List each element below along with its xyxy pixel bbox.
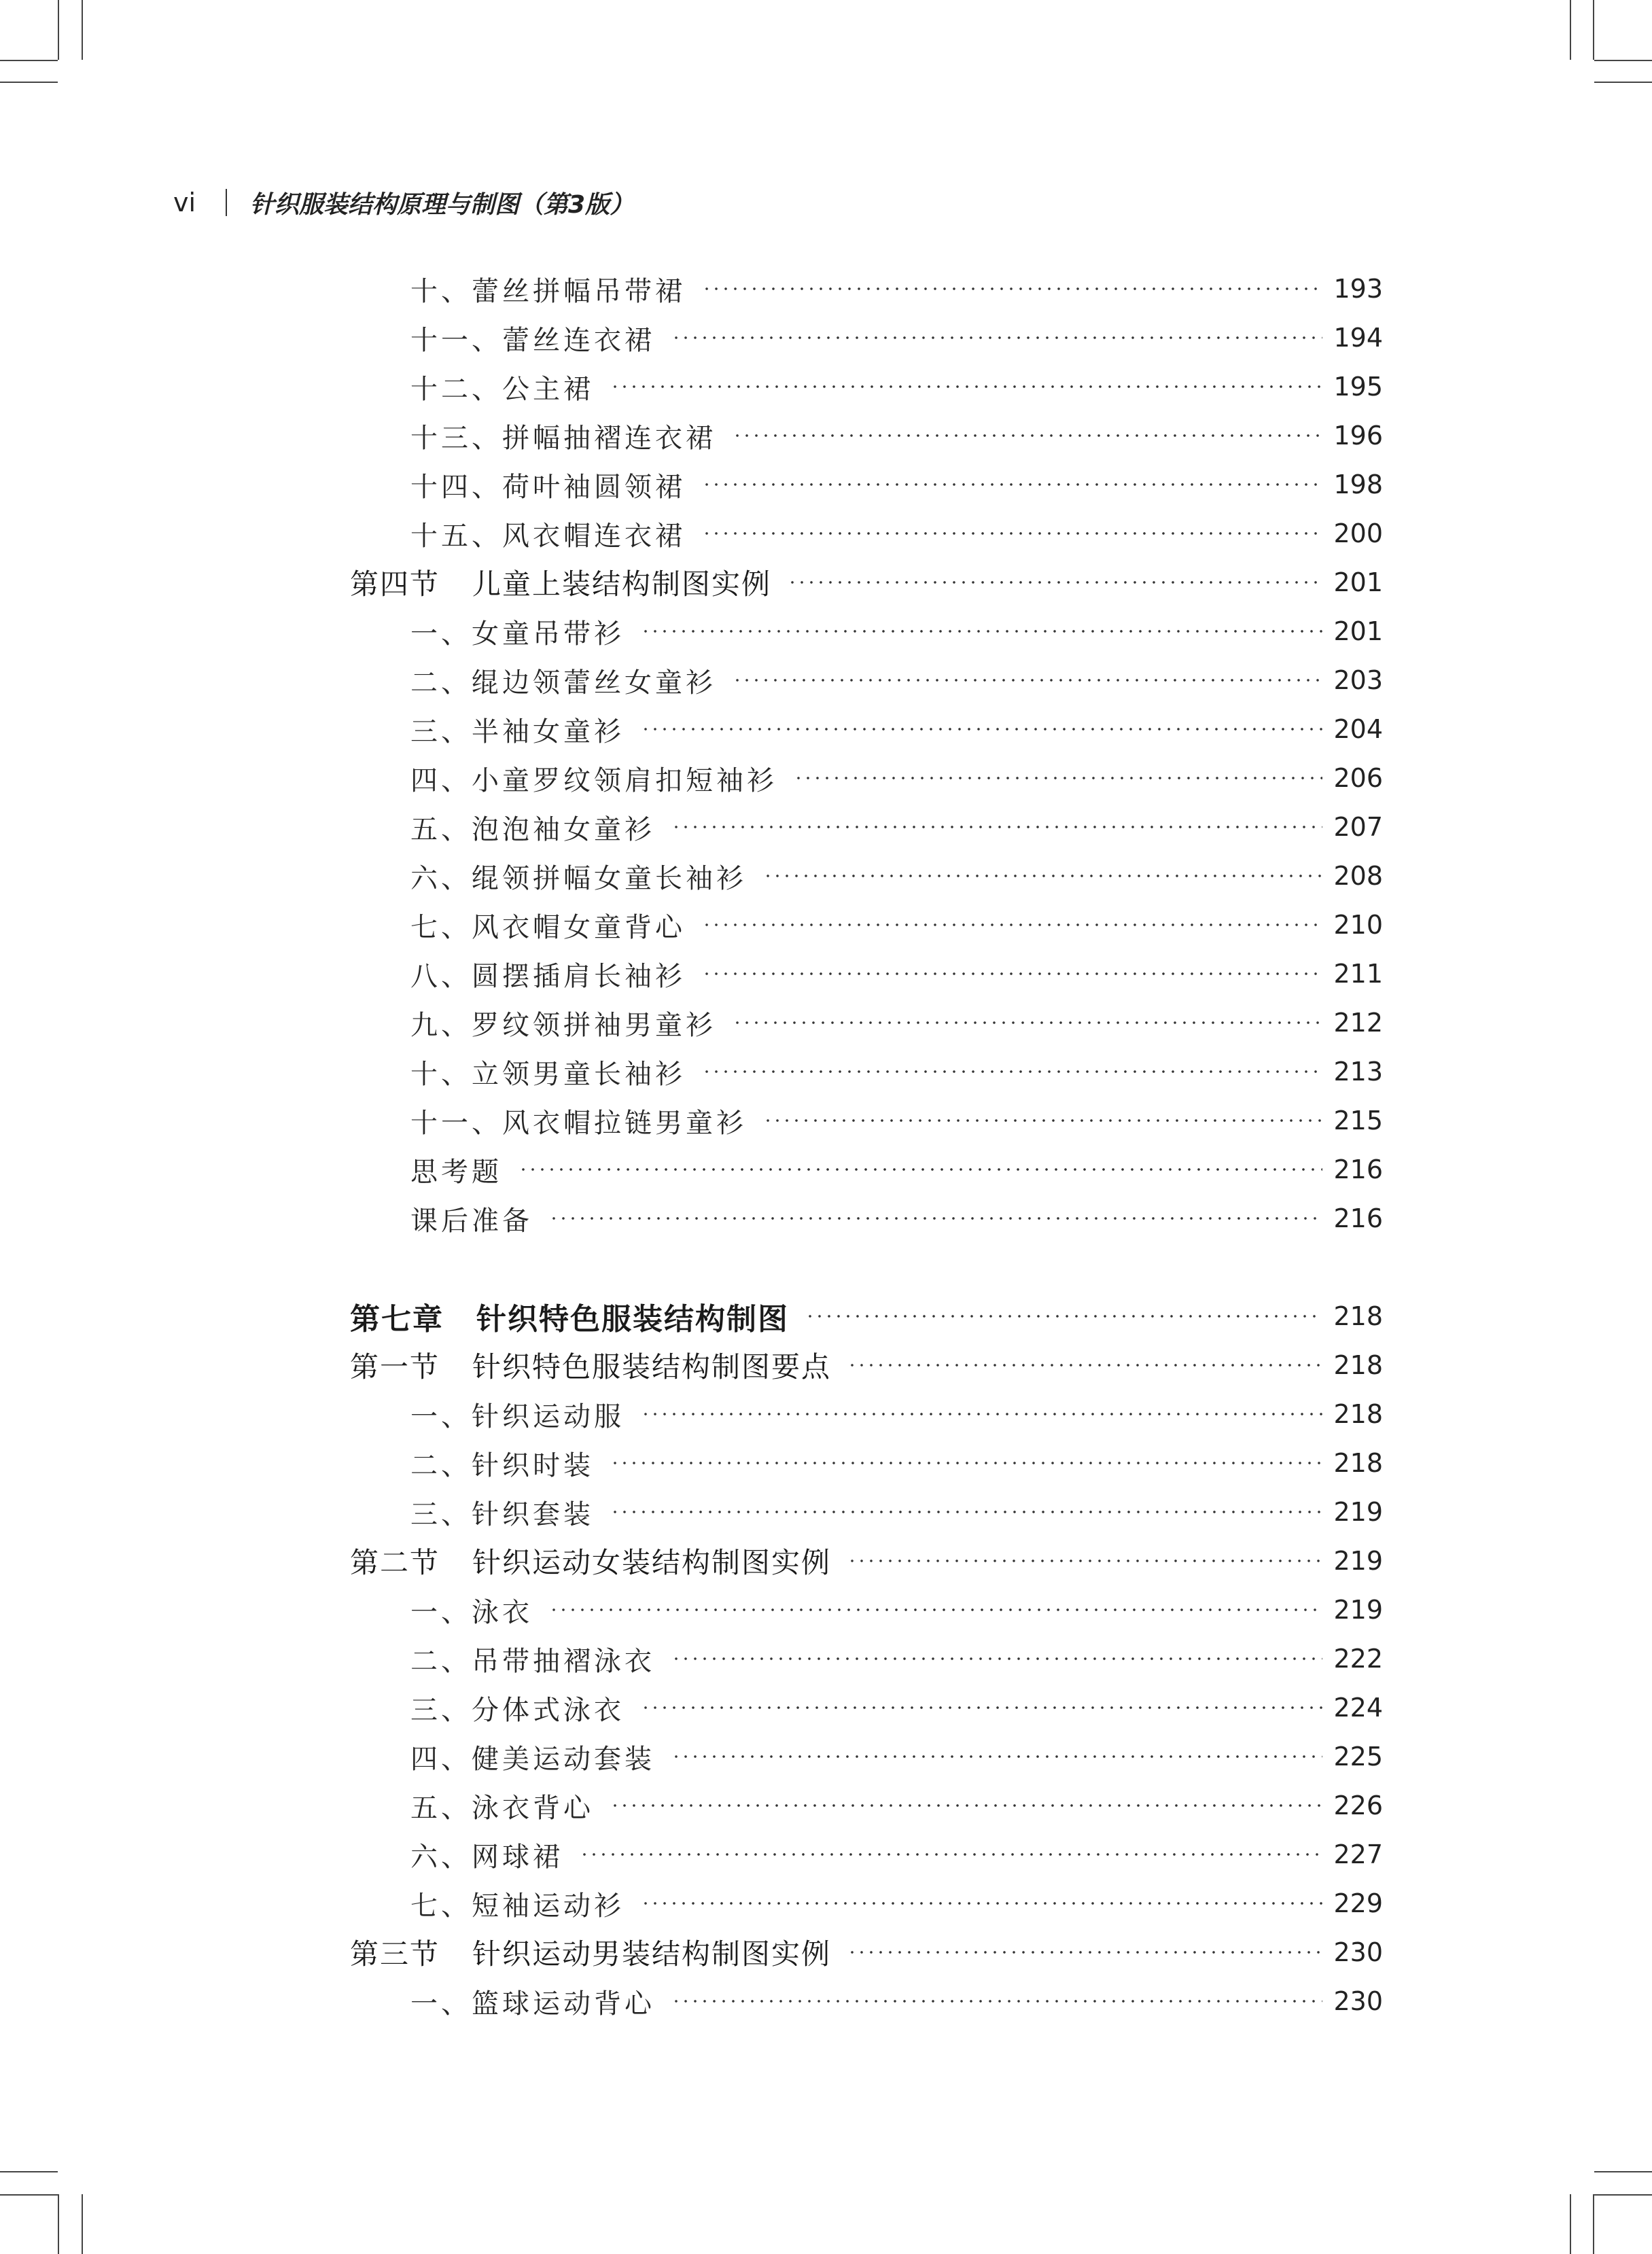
dot-leader	[733, 434, 1322, 437]
toc-entry-number: 十一、	[410, 324, 502, 356]
toc-entry-text: 针织特色服装结构制图要点	[472, 1350, 832, 1384]
toc-section[interactable]	[350, 1932, 1383, 1973]
toc-page-number: 196	[1333, 421, 1383, 451]
toc-entry-number: 十、	[410, 275, 472, 307]
toc-entry-text: 风衣帽连衣裙	[502, 520, 686, 552]
toc-entry-number: 三、	[410, 1498, 472, 1530]
toc-entry-text: 健美运动套装	[472, 1743, 655, 1775]
toc-page-number: 211	[1333, 959, 1383, 989]
dot-leader	[847, 1951, 1322, 1954]
dot-leader	[733, 1021, 1322, 1024]
toc-entry-text: 针织时装	[472, 1449, 594, 1481]
crop-mark	[1594, 60, 1652, 61]
toc-entry-text: 课后准备	[410, 1205, 533, 1237]
toc-page-number: 213	[1333, 1057, 1383, 1087]
dot-leader	[519, 1168, 1322, 1171]
crop-mark	[82, 2194, 83, 2254]
toc-item[interactable]	[410, 660, 1383, 701]
crop-mark	[0, 2171, 58, 2172]
dot-leader	[763, 875, 1322, 877]
toc-entry-number: 七、	[410, 1890, 472, 1922]
toc-entry-title	[410, 514, 686, 553]
toc-entry-text: 针织运动男装结构制图实例	[472, 1937, 832, 1971]
toc-item[interactable]	[410, 709, 1383, 750]
toc-entry-text: 分体式泳衣	[472, 1694, 625, 1726]
toc-entry-title	[410, 906, 686, 945]
toc-entry-text: 吊带抽褶泳衣	[472, 1645, 655, 1677]
toc-entry-text: 绲边领蕾丝女童衫	[472, 667, 716, 699]
toc-entry-title	[410, 465, 686, 504]
dot-leader	[641, 1902, 1322, 1905]
dot-leader	[847, 1560, 1322, 1562]
toc-item[interactable]	[410, 1492, 1383, 1532]
toc-entry-text: 泡泡袖女童衫	[472, 813, 655, 845]
toc-item[interactable]	[410, 317, 1383, 358]
toc-page-number: 206	[1333, 763, 1383, 793]
toc-entry-text: 公主裙	[502, 373, 594, 405]
toc-entry-text: 儿童上装结构制图实例	[472, 567, 772, 601]
toc-entry-text: 针织套装	[472, 1498, 594, 1530]
dot-leader	[702, 287, 1322, 290]
toc-entry-text: 女童吊带衫	[472, 618, 625, 650]
dot-leader	[580, 1853, 1322, 1856]
toc-page-number: 210	[1333, 910, 1383, 940]
dot-leader	[671, 2000, 1322, 2003]
toc-page-number: 225	[1333, 1742, 1383, 1772]
dot-leader	[702, 532, 1322, 535]
crop-mark	[0, 82, 58, 83]
toc-page-number: 201	[1333, 616, 1383, 646]
toc-entry-title	[410, 1199, 533, 1238]
crop-mark	[1594, 82, 1652, 83]
dot-leader	[763, 1119, 1322, 1122]
toc-entry-number: 四、	[410, 1743, 472, 1775]
toc-entry-title	[410, 1738, 655, 1776]
toc-page-number: 230	[1333, 1986, 1383, 2016]
toc-entry-title	[410, 1150, 502, 1189]
dot-leader	[671, 1755, 1322, 1758]
toc-entry-number: 二、	[410, 667, 472, 699]
toc-item[interactable]	[410, 758, 1383, 798]
toc-item[interactable]	[410, 513, 1383, 554]
dot-leader	[702, 1070, 1322, 1073]
toc-page-number: 218	[1333, 1350, 1383, 1380]
dot-leader	[549, 1217, 1322, 1220]
toc-page-number: 194	[1333, 323, 1383, 353]
toc-entry-number: 十二、	[410, 373, 502, 405]
toc-entry-number: 五、	[410, 1792, 472, 1824]
toc-item[interactable]	[410, 1589, 1383, 1630]
toc-page-number: 200	[1333, 518, 1383, 548]
toc-page-number: 193	[1333, 274, 1383, 304]
toc-entry-number: 十一、	[410, 1107, 502, 1139]
dot-leader	[549, 1608, 1322, 1611]
toc-page-number: 218	[1333, 1448, 1383, 1478]
toc-item[interactable]	[410, 904, 1383, 945]
toc-entry-number: 九、	[410, 1009, 472, 1041]
toc-chapter[interactable]	[350, 1296, 1383, 1337]
toc-entry-title	[350, 1345, 831, 1386]
toc-entry-number: 四、	[410, 764, 472, 796]
toc-entry-title	[410, 417, 716, 455]
toc-entry-title	[350, 1540, 831, 1581]
toc-item[interactable]	[410, 1149, 1383, 1190]
toc-page-number: 230	[1333, 1937, 1383, 1967]
dot-leader	[671, 826, 1322, 828]
toc-entry-title	[410, 612, 625, 651]
dot-leader	[702, 483, 1322, 486]
toc-entry-number: 十五、	[410, 520, 502, 552]
toc-item[interactable]	[410, 268, 1383, 309]
toc-page-number: 216	[1333, 1203, 1383, 1233]
toc-page-number: 229	[1333, 1888, 1383, 1918]
running-header	[173, 182, 634, 223]
toc-entry-number: 一、	[410, 1596, 472, 1628]
dot-leader	[671, 1657, 1322, 1660]
toc-entry-title	[410, 1835, 563, 1874]
crop-mark	[1593, 0, 1594, 60]
toc-entry-number: 六、	[410, 862, 472, 894]
toc-entry-text: 圆摆插肩长袖衫	[472, 960, 686, 992]
toc-item[interactable]	[410, 1687, 1383, 1728]
toc-entry-number: 三、	[410, 1694, 472, 1726]
toc-entry-number: 十三、	[410, 422, 502, 454]
toc-entry-title	[410, 1395, 625, 1434]
crop-mark	[58, 2194, 59, 2254]
toc-entry-title	[410, 661, 716, 700]
toc-section[interactable]	[350, 562, 1383, 603]
toc-entry-text: 风衣帽拉链男童衫	[502, 1107, 747, 1139]
toc-entry-title	[410, 1102, 747, 1140]
header-book-title: 针织服装结构原理与制图（第3版）	[250, 190, 635, 219]
crop-mark	[1593, 2194, 1594, 2254]
toc-entry-number: 第七章	[350, 1302, 444, 1337]
toc-entry-text: 拼幅抽褶连衣裙	[502, 422, 716, 454]
toc-page-number: 218	[1333, 1399, 1383, 1429]
dot-leader	[788, 581, 1322, 584]
toc-item[interactable]	[410, 1443, 1383, 1483]
toc-entry-title	[410, 1004, 716, 1042]
toc-section[interactable]	[350, 1345, 1383, 1386]
toc-item[interactable]	[410, 1198, 1383, 1239]
toc-entry-number: 七、	[410, 911, 472, 943]
dot-leader	[641, 728, 1322, 730]
toc-page-number: 204	[1333, 714, 1383, 744]
toc-entry-title	[410, 1689, 625, 1727]
toc-item[interactable]	[410, 366, 1383, 407]
toc-entry-title	[350, 1932, 831, 1973]
toc-entry-number: 一、	[410, 618, 472, 650]
toc-entry-number: 二、	[410, 1645, 472, 1677]
dot-leader	[733, 679, 1322, 682]
toc-item[interactable]	[410, 1883, 1383, 1924]
toc-page-number: 219	[1333, 1497, 1383, 1527]
toc-entry-title	[410, 1884, 625, 1923]
dot-leader	[610, 385, 1322, 388]
toc-entry-text: 网球裙	[472, 1841, 563, 1873]
toc-entry-title	[410, 1591, 533, 1630]
toc-entry-text: 思考题	[410, 1156, 502, 1188]
toc-page-number: 222	[1333, 1644, 1383, 1674]
toc-entry-title	[410, 1640, 655, 1678]
toc-item[interactable]	[410, 1834, 1383, 1875]
toc-entry-title	[410, 1493, 594, 1532]
toc-page-number: 215	[1333, 1106, 1383, 1135]
toc-entry-title	[350, 562, 771, 603]
toc-entry-number: 第三节	[350, 1937, 440, 1971]
toc-item[interactable]	[410, 1785, 1383, 1826]
dot-leader	[641, 1706, 1322, 1709]
dot-leader	[610, 1511, 1322, 1513]
toc-item[interactable]	[410, 856, 1383, 896]
dot-leader	[610, 1804, 1322, 1807]
toc-entry-text: 小童罗纹领肩扣短袖衫	[472, 764, 777, 796]
dot-leader	[805, 1315, 1322, 1318]
toc-page-number: 227	[1333, 1839, 1383, 1869]
toc-entry-text: 针织运动女装结构制图实例	[472, 1546, 832, 1579]
toc-entry-text: 风衣帽女童背心	[472, 911, 686, 943]
toc-entry-text: 蕾丝连衣裙	[502, 324, 655, 356]
toc-entry-title	[410, 808, 655, 847]
toc-entry-number: 二、	[410, 1449, 472, 1481]
crop-mark	[1570, 2194, 1571, 2254]
toc-entry-number: 八、	[410, 960, 472, 992]
toc-page-number: 195	[1333, 372, 1383, 402]
toc-entry-title	[410, 1982, 655, 2021]
toc-entry-number: 第二节	[350, 1546, 440, 1579]
dot-leader	[641, 630, 1322, 633]
toc-page-number: 219	[1333, 1546, 1383, 1576]
toc-entry-number: 一、	[410, 1988, 472, 2020]
toc-entry-text: 半袖女童衫	[472, 716, 625, 747]
dot-leader	[671, 336, 1322, 339]
header-page-number: vi	[173, 188, 196, 217]
toc-entry-title	[350, 1295, 789, 1338]
toc-entry-number: 一、	[410, 1401, 472, 1432]
crop-mark	[1570, 0, 1571, 60]
toc-entry-title	[410, 1053, 686, 1091]
crop-mark	[0, 60, 58, 61]
crop-mark	[0, 2194, 58, 2196]
toc-entry-title	[410, 759, 777, 798]
toc-entry-text: 泳衣	[472, 1596, 533, 1628]
toc-page-number: 203	[1333, 665, 1383, 695]
toc-page-number: 216	[1333, 1155, 1383, 1184]
toc-item[interactable]	[410, 1002, 1383, 1043]
toc-item[interactable]	[410, 1736, 1383, 1777]
toc-item[interactable]	[410, 953, 1383, 994]
toc-entry-title	[410, 319, 655, 357]
toc-page-number: 207	[1333, 812, 1383, 842]
toc-entry-text: 泳衣背心	[472, 1792, 594, 1824]
dot-leader	[847, 1364, 1322, 1367]
toc-entry-number: 第一节	[350, 1350, 440, 1384]
toc-entry-title	[410, 955, 686, 993]
toc-entry-number: 五、	[410, 813, 472, 845]
toc-entry-number: 六、	[410, 1841, 472, 1873]
toc-entry-text: 蕾丝拼幅吊带裙	[472, 275, 686, 307]
toc-item[interactable]	[410, 1981, 1383, 2022]
crop-mark	[58, 0, 59, 60]
toc-entry-text: 短袖运动衫	[472, 1890, 625, 1922]
toc-entry-text: 针织运动服	[472, 1401, 625, 1432]
toc-entry-text: 针织特色服装结构制图	[476, 1302, 789, 1337]
toc-page-number: 226	[1333, 1791, 1383, 1820]
toc-item[interactable]	[410, 611, 1383, 652]
toc-entry-text: 立领男童长袖衫	[472, 1058, 686, 1090]
toc-entry-number: 十、	[410, 1058, 472, 1090]
toc-page-number: 224	[1333, 1693, 1383, 1723]
toc-entry-text: 荷叶袖圆领裙	[502, 471, 686, 503]
toc-entry-title	[410, 1444, 594, 1483]
toc-page-number: 208	[1333, 861, 1383, 891]
toc-entry-text: 罗纹领拼袖男童衫	[472, 1009, 716, 1041]
toc-item[interactable]	[410, 807, 1383, 847]
dot-leader	[702, 923, 1322, 926]
toc-item[interactable]	[410, 1638, 1383, 1679]
dot-leader	[641, 1413, 1322, 1415]
toc-entry-title	[410, 1786, 594, 1825]
toc-entry-text: 篮球运动背心	[472, 1988, 655, 2020]
toc-entry-number: 三、	[410, 716, 472, 747]
toc-entry-title	[410, 270, 686, 309]
toc-item[interactable]	[410, 1051, 1383, 1092]
toc-entry-title	[410, 710, 625, 749]
toc-entry-text: 绲领拼幅女童长袖衫	[472, 862, 747, 894]
toc-entry-number: 第四节	[350, 567, 440, 601]
dot-leader	[794, 777, 1322, 779]
toc-page-number: 219	[1333, 1595, 1383, 1625]
toc-entry-title	[410, 368, 594, 406]
dot-leader	[702, 972, 1322, 975]
toc-page-number: 198	[1333, 470, 1383, 499]
toc-page-number: 218	[1333, 1301, 1383, 1331]
dot-leader	[610, 1462, 1322, 1464]
crop-mark	[1594, 2194, 1652, 2196]
header-divider	[226, 189, 227, 216]
toc-page-number: 212	[1333, 1008, 1383, 1038]
toc-entry-title	[410, 857, 747, 896]
crop-mark	[82, 0, 83, 60]
toc-item[interactable]	[410, 415, 1383, 456]
toc-page-number: 201	[1333, 567, 1383, 597]
toc-item[interactable]	[410, 1100, 1383, 1141]
toc-item[interactable]	[410, 464, 1383, 505]
toc-section[interactable]	[350, 1540, 1383, 1581]
toc-entry-number: 十四、	[410, 471, 502, 503]
toc-item[interactable]	[410, 1394, 1383, 1434]
crop-mark	[1594, 2171, 1652, 2172]
